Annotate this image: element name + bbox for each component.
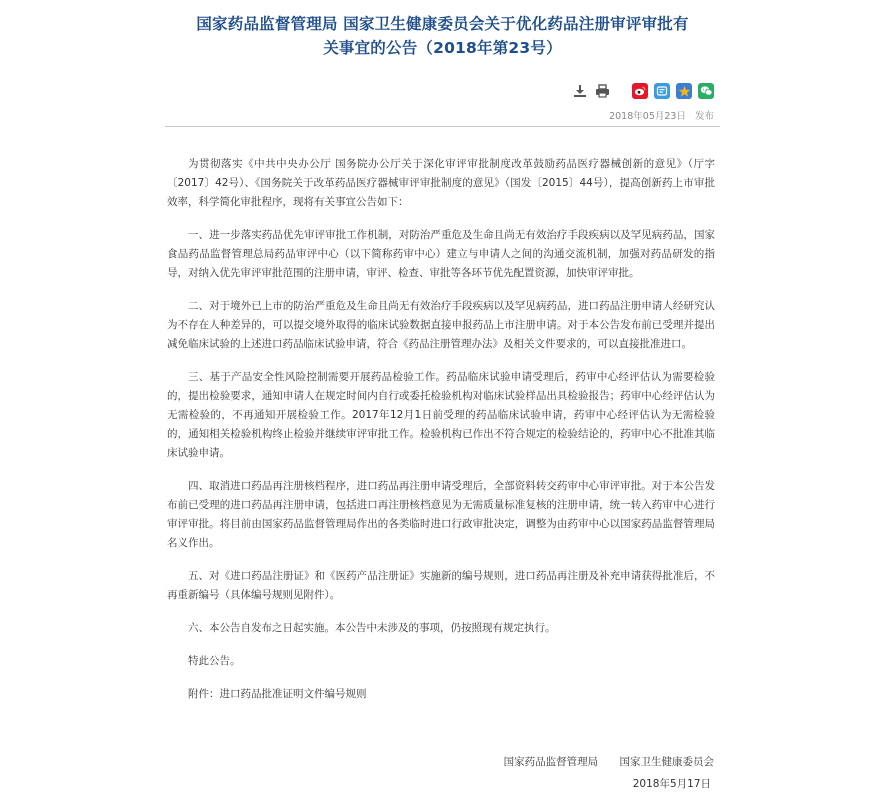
signature-agency-1: 国家药品监督管理局 [503,756,599,768]
signature-date: 2018年5月17日 [632,778,711,790]
paragraph-intro: 为贯彻落实《中共中央办公厅 国务院办公厅关于深化审评审批制度改革鼓励药品医疗器械创新的意见》（厅字〔2017〕42号）、《国务院关于改革药品医疗器械审评审批制度的意见》（国发〔2015〕44号），提高创新药上市审批效率，科学简化审批程序，现将有关事宜公告如下： [167,158,715,208]
paragraph-item-3: 三、基于产品安全性风险控制需要开展药品检验工作。药品临床试验申请受理后，药审中心经评估认为需要检验的，提出检验要求，通知申请人在规定时间内自行或委托检验机构对临床试验样品出具检验报告；药审中心经评估认为无需检验的，不再通知开展检验工作。2017年12月1日前受理的药品临床试验申请，药审中心经评估认为无需检验的，通知相关检验机构终止检验并继续审评审批工作。检验机构已作出不符合规定的检验结论的，药审中心不批准其临床试验申请。 [167,371,715,459]
article-title [165,12,720,60]
wechat-icon[interactable] [698,83,714,99]
weibo-icon[interactable] [632,83,648,99]
paragraph-item-6: 六、本公告自发布之日起实施。本公告中未涉及的事项，仍按照现有规定执行。 [188,622,556,634]
publish-info [609,108,714,122]
paragraph-closing: 特此公告。 [188,655,241,667]
attachment-link[interactable]: 附件：进口药品批准证明文件编号规则 [188,688,367,700]
title-divider [165,126,720,127]
paragraph-item-4: 四、取消进口药品再注册核档程序，进口药品再注册申请受理后，全部资料转交药审中心审评审批。对于本公告发布前已受理的进口药品再注册申请，包括进口再注册核档意见为无需质量标准复核的注册申请，统一转入药审中心进行审评审批。将目前由国家药品监督管理局作出的各类临时进口行政审批决定，调整为由药审中心以国家药品监督管理局名义作出。 [167,480,715,549]
qq-icon[interactable] [654,83,670,99]
print-icon[interactable] [594,83,610,99]
article-toolbar [572,82,714,100]
article-body [167,155,715,718]
publish-date: 2018年05月23日 [609,111,686,122]
article-page [165,0,720,797]
signature-block [504,751,714,795]
article-title-line-2: 关事宜的公告（2018年第23号） [323,39,562,57]
paragraph-item-5: 五、对《进口药品注册证》和《医药产品注册证》实施新的编号规则，进口药品再注册及补充申请获得批准后，不再重新编号（具体编号规则见附件）。 [167,570,715,601]
publish-label: 发布 [694,111,714,122]
article-title-line-1: 国家药品监督管理局 国家卫生健康委员会关于优化药品注册审评审批有 [196,15,689,33]
qzone-icon[interactable] [676,83,692,99]
paragraph-item-1: 一、进一步落实药品优先审评审批工作机制，对防治严重危及生命且尚无有效治疗手段疾病以及罕见病药品，国家食品药品监督管理总局药品审评中心（以下简称药审中心）建立与申请人之间的沟通交流机制，加强对药品研发的指导，对纳入优先审评审批范围的注册申请，审评、检查、审批等各环节优先配置资源，加快审评审批。 [167,229,715,279]
signature-agency-2: 国家卫生健康委员会 [619,756,714,768]
download-icon[interactable] [572,83,588,99]
paragraph-item-2: 二、对于境外已上市的防治严重危及生命且尚无有效治疗手段疾病以及罕见病药品，进口药品注册申请人经研究认为不存在人种差异的，可以提交境外取得的临床试验数据直接申报药品上市注册申请。对于本公告发布前已受理并提出减免临床试验的上述进口药品临床试验申请，符合《药品注册管理办法》及相关文件要求的，可以直接批准进口。 [167,300,715,350]
